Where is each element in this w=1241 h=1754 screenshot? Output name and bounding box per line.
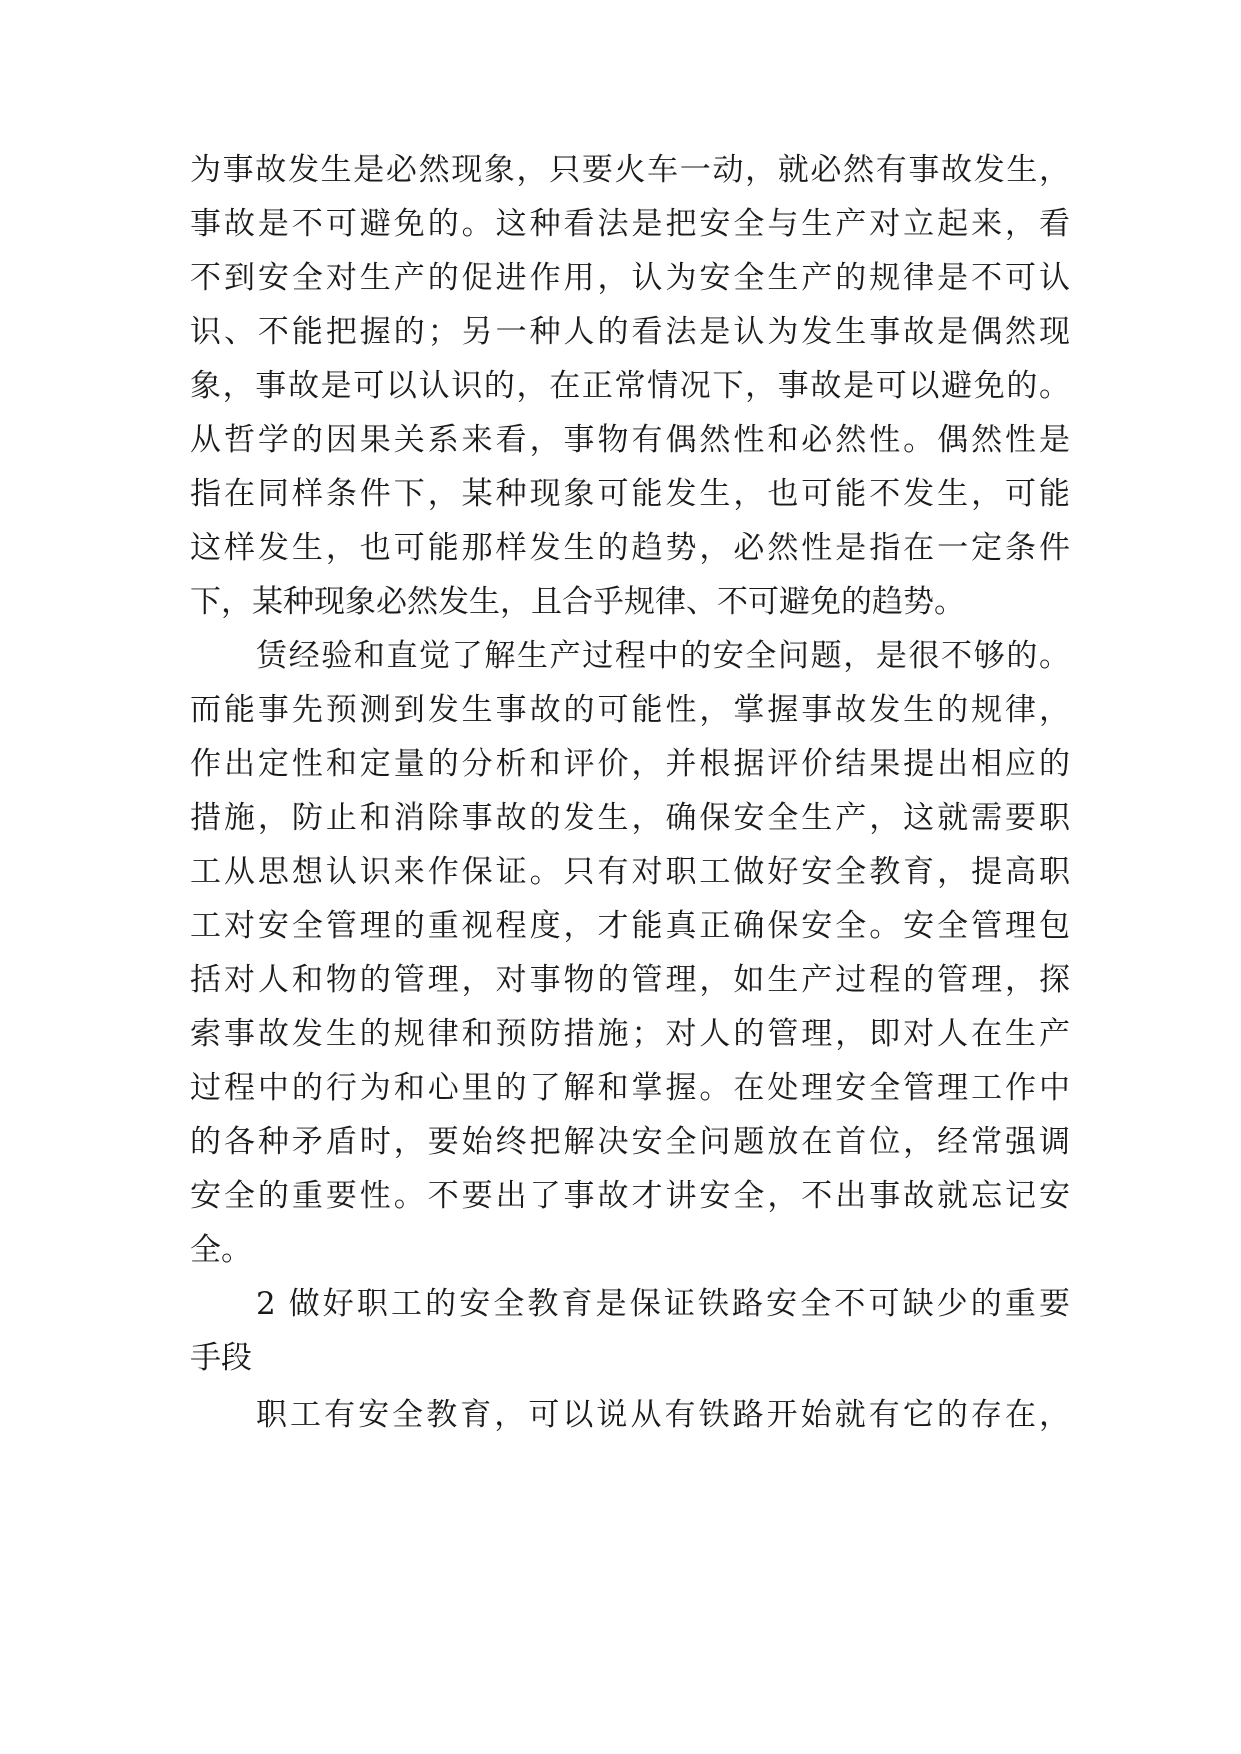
text-line: 识、不能把握的；另一种人的看法是认为发生事故是偶然现 <box>190 314 1070 350</box>
text-line: 事故是不可避免的。这种看法是把安全与生产对立起来，看 <box>190 206 1070 242</box>
text-line: 从哲学的因果关系来看，事物有偶然性和必然性。偶然性是 <box>190 422 1070 458</box>
text-line: 不到安全对生产的促进作用，认为安全生产的规律是不可认 <box>190 260 1070 296</box>
text-line: 索事故发生的规律和预防措施；对人的管理，即对人在生产 <box>190 1016 1070 1052</box>
text-line: 过程中的行为和心里的了解和掌握。在处理安全管理工作中 <box>190 1070 1070 1106</box>
text-line: 而能事先预测到发生事故的可能性，掌握事故发生的规律， <box>190 692 1070 728</box>
text-line: 为事故发生是必然现象，只要火车一动，就必然有事故发生， <box>190 152 1070 188</box>
text-line: 作出定性和定量的分析和评价，并根据评价结果提出相应的 <box>190 746 1070 782</box>
text-line: 安全的重要性。不要出了事故才讲安全，不出事故就忘记安 <box>190 1178 1070 1214</box>
text-line: 职工有安全教育，可以说从有铁路开始就有它的存在， <box>256 1397 1070 1433</box>
text-line: 全。 <box>190 1232 252 1268</box>
text-line: 象，事故是可以认识的，在正常情况下，事故是可以避免的。 <box>190 368 1070 404</box>
text-line: 工对安全管理的重视程度，才能真正确保安全。安全管理包 <box>190 908 1070 944</box>
text-line: 下，某种现象必然发生，且合乎规律、不可避免的趋势。 <box>190 584 965 620</box>
text-line: 这样发生，也可能那样发生的趋势，必然性是指在一定条件 <box>190 530 1070 566</box>
text-line: 的各种矛盾时，要始终把解决安全问题放在首位，经常强调 <box>190 1124 1070 1160</box>
section-heading-line: 手段 <box>190 1340 252 1376</box>
text-line: 工从思想认识来作保证。只有对职工做好安全教育，提高职 <box>190 854 1070 890</box>
text-line: 措施，防止和消除事故的发生，确保安全生产，这就需要职 <box>190 800 1070 836</box>
text-line: 赁经验和直觉了解生产过程中的安全问题，是很不够的。 <box>256 638 1070 674</box>
section-heading-line: 2 做好职工的安全教育是保证铁路安全不可缺少的重要 <box>256 1286 1070 1322</box>
text-line: 指在同样条件下，某种现象可能发生，也可能不发生，可能 <box>190 476 1070 512</box>
text-line: 括对人和物的管理，对事物的管理，如生产过程的管理，探 <box>190 962 1070 998</box>
